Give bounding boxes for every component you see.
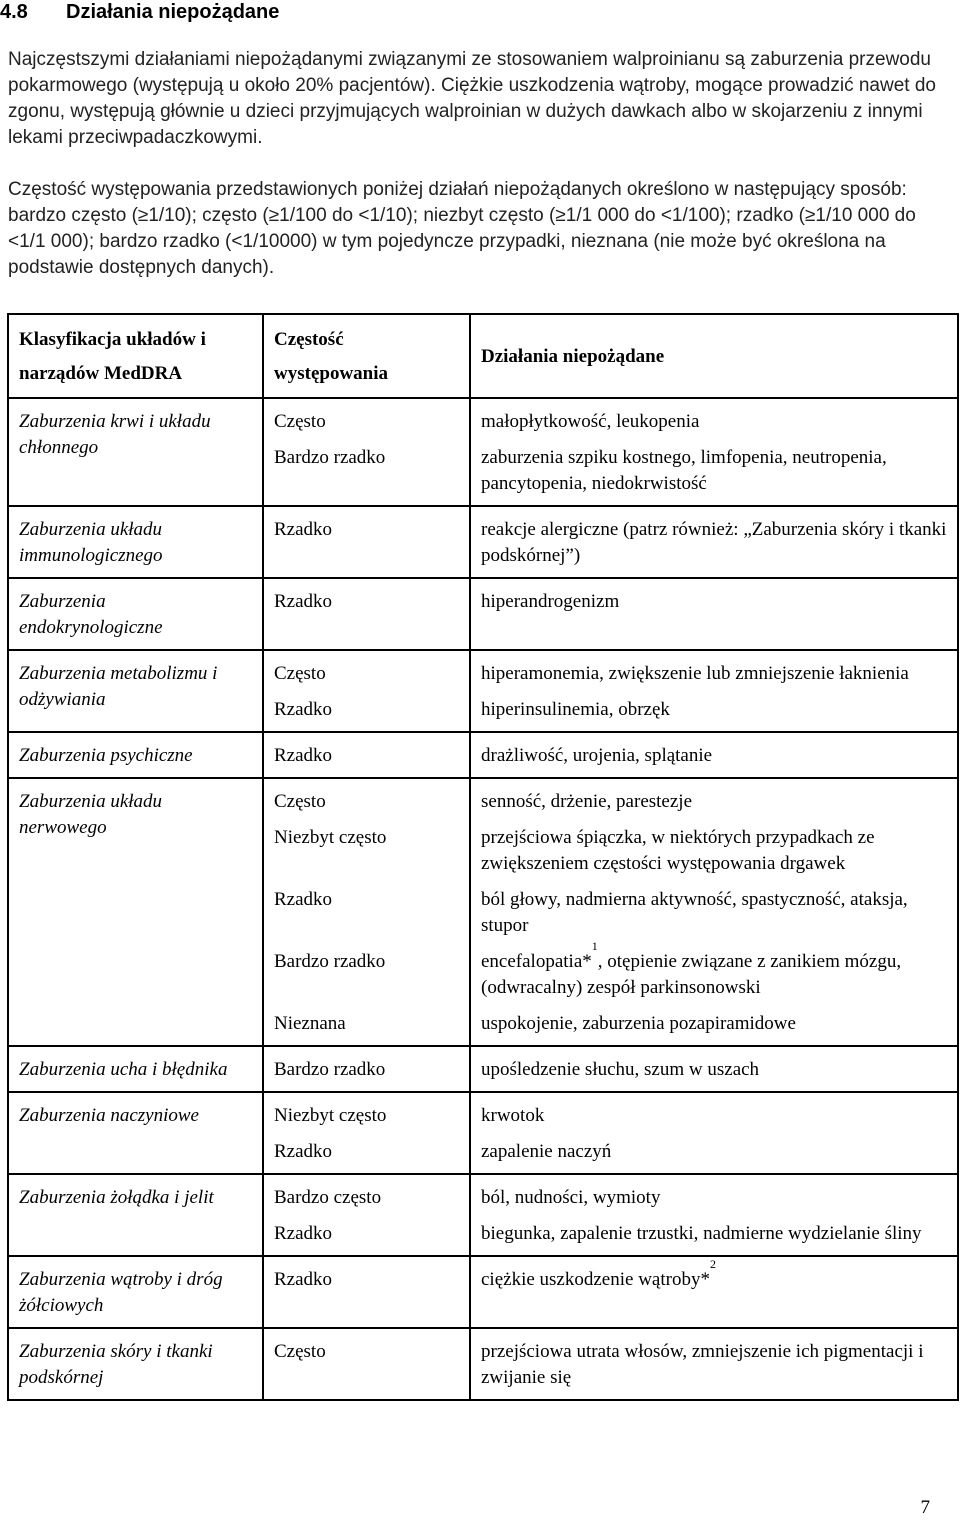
frequency-cell	[263, 650, 470, 732]
frequency-cell	[263, 1046, 470, 1092]
reaction-cell	[470, 1046, 958, 1092]
adverse-reactions-table	[7, 313, 959, 1401]
soc-cell: Zaburzenia skóry i tkanki podskórnej	[8, 1328, 263, 1400]
reaction-text: drażliwość, urojenia, splątanie	[481, 745, 713, 766]
reaction-text: hiperinsulinemia, obrzęk	[481, 699, 670, 720]
soc-cell: Zaburzenia psychiczne	[8, 732, 263, 778]
frequency-cell	[263, 1328, 470, 1400]
reaction-cell	[470, 578, 958, 650]
frequency-label: Rzadko	[274, 745, 333, 766]
frequency-definition-paragraph: Częstość występowania przedstawionych poniżej działań niepożądanych określono w następujący sposób: bardzo często (≥1/10); często (≥1/100 do <1/10); niezbyt często (≥1/1 000 do <1/100); rzadko (≥1/10 000 do <1/1 000); bardzo rzadko (<1/10000) w tym pojedyncze przypadki, nieznana (nie może być określona na podstawie dostępnych danych).	[8, 179, 916, 278]
soc-cell: Zaburzenia naczyniowe	[8, 1092, 263, 1174]
soc-cell: Zaburzenia układu immunologicznego	[8, 506, 263, 578]
frequency-label: Niezbyt często	[274, 827, 387, 848]
soc-cell: Zaburzenia endokrynologiczne	[8, 578, 263, 650]
frequency-label: Rzadko	[274, 1269, 333, 1290]
reaction-text: przejściowa utrata włosów, zmniejszenie ich pigmentacji i zwijanie się	[481, 1341, 924, 1388]
reaction-cell	[470, 1174, 958, 1256]
frequency-label: Rzadko	[274, 889, 333, 910]
header-reaction: Działania niepożądane	[470, 314, 958, 398]
frequency-label: Rzadko	[274, 1223, 333, 1244]
soc-cell: Zaburzenia żołądka i jelit	[8, 1174, 263, 1256]
reaction-text: zaburzenia szpiku kostnego, limfopenia, neutropenia, pancytopenia, niedokrwistość	[481, 447, 887, 494]
table-row	[8, 778, 958, 1046]
reaction-cell	[470, 1328, 958, 1400]
reaction-text: ból, nudności, wymioty	[481, 1187, 661, 1208]
footnote-marker: 2	[709, 1257, 716, 1271]
reaction-text: ciężkie uszkodzenie wątroby*$^2$	[481, 1257, 716, 1290]
reaction-text: krwotok	[481, 1105, 545, 1126]
reaction-cell	[470, 650, 958, 732]
reaction-text: biegunka, zapalenie trzustki, nadmierne wydzielanie śliny	[481, 1223, 922, 1244]
frequency-label: Rzadko	[274, 699, 333, 720]
reaction-text: senność, drżenie, parestezje	[481, 791, 693, 812]
reaction-cell	[470, 506, 958, 578]
frequency-label: Bardzo często	[274, 1187, 382, 1208]
intro-paragraph: Najczęstszymi działaniami niepożądanymi związanymi ze stosowaniem walproinianu są zaburzenia przewodu pokarmowego (występują u około 20% pacjentów). Ciężkie uszkodzenia wątroby, mogące prowadzić nawet do zgonu, występują głównie u dzieci przyjmujących walproinian w dużych dawkach albo w skojarzeniu z innymi lekami przeciwpadaczkowymi.	[8, 49, 936, 148]
soc-cell: Zaburzenia metabolizmu i odżywiania	[8, 650, 263, 732]
header-frequency: Częstość występowania	[263, 314, 470, 398]
section-title: Działania niepożądane	[66, 1, 280, 23]
table-row	[8, 732, 958, 778]
reaction-text: małopłytkowość, leukopenia	[481, 411, 700, 432]
frequency-label: Bardzo rzadko	[274, 1059, 386, 1080]
table-row	[8, 1092, 958, 1174]
frequency-cell	[263, 1092, 470, 1174]
frequency-cell	[263, 578, 470, 650]
soc-cell: Zaburzenia ucha i błędnika	[8, 1046, 263, 1092]
frequency-cell	[263, 1256, 470, 1328]
soc-cell: Zaburzenia krwi i układu chłonnego	[8, 398, 263, 506]
frequency-label: Często	[274, 411, 326, 432]
header-soc: Klasyfikacja układów i narządów MedDRA	[8, 314, 263, 398]
reaction-text: reakcje alergiczne (patrz również: „Zaburzenia skóry i tkanki podskórnej”)	[481, 519, 947, 566]
section-number: 4.8	[0, 1, 28, 23]
frequency-label: Często	[274, 663, 326, 684]
frequency-label: Rzadko	[274, 591, 333, 612]
soc-cell: Zaburzenia wątroby i dróg żółciowych	[8, 1256, 263, 1328]
page-number: 7	[920, 1497, 930, 1518]
reaction-text: hiperamonemia, zwiększenie lub zmniejszenie łaknienia	[481, 663, 909, 684]
reaction-text: zapalenie naczyń	[481, 1141, 612, 1162]
frequency-cell	[263, 778, 470, 1046]
reaction-cell	[470, 1092, 958, 1174]
frequency-label: Niezbyt często	[274, 1105, 387, 1126]
table-row	[8, 1046, 958, 1092]
frequency-cell	[263, 398, 470, 506]
footnote-marker: 1	[591, 939, 598, 953]
reaction-cell	[470, 1256, 958, 1328]
reaction-text: upośledzenie słuchu, szum w uszach	[481, 1059, 760, 1080]
table-row	[8, 1256, 958, 1328]
reaction-text: hiperandrogenizm	[481, 591, 620, 612]
frequency-label: Nieznana	[274, 1013, 346, 1034]
table-row	[8, 506, 958, 578]
frequency-label: Rzadko	[274, 1141, 333, 1162]
table-row	[8, 578, 958, 650]
frequency-label: Często	[274, 791, 326, 812]
reaction-text: uspokojenie, zaburzenia pozapiramidowe	[481, 1013, 796, 1034]
table-header-row	[8, 314, 958, 398]
reaction-text: przejściowa śpiączka, w niektórych przypadkach ze zwiększeniem częstości występowania drgawek	[481, 827, 875, 874]
table-row	[8, 1174, 958, 1256]
frequency-label: Bardzo rzadko	[274, 951, 386, 972]
frequency-label: Często	[274, 1341, 326, 1362]
frequency-cell	[263, 732, 470, 778]
table-row	[8, 1328, 958, 1400]
reaction-text: ból głowy, nadmierna aktywność, spastyczność, ataksja, stupor	[481, 889, 908, 936]
frequency-cell	[263, 1174, 470, 1256]
reaction-cell	[470, 732, 958, 778]
reaction-cell	[470, 778, 958, 1046]
frequency-label: Bardzo rzadko	[274, 447, 386, 468]
frequency-cell	[263, 506, 470, 578]
section-heading	[0, 0, 960, 24]
reaction-cell	[470, 398, 958, 506]
table-row	[8, 398, 958, 506]
frequency-label: Rzadko	[274, 519, 333, 540]
soc-cell: Zaburzenia układu nerwowego	[8, 778, 263, 1046]
reaction-text: encefalopatia*$^1$, otępienie związane z zanikiem mózgu, (odwracalny) zespół parkinsonowski	[481, 939, 902, 998]
table-row	[8, 650, 958, 732]
